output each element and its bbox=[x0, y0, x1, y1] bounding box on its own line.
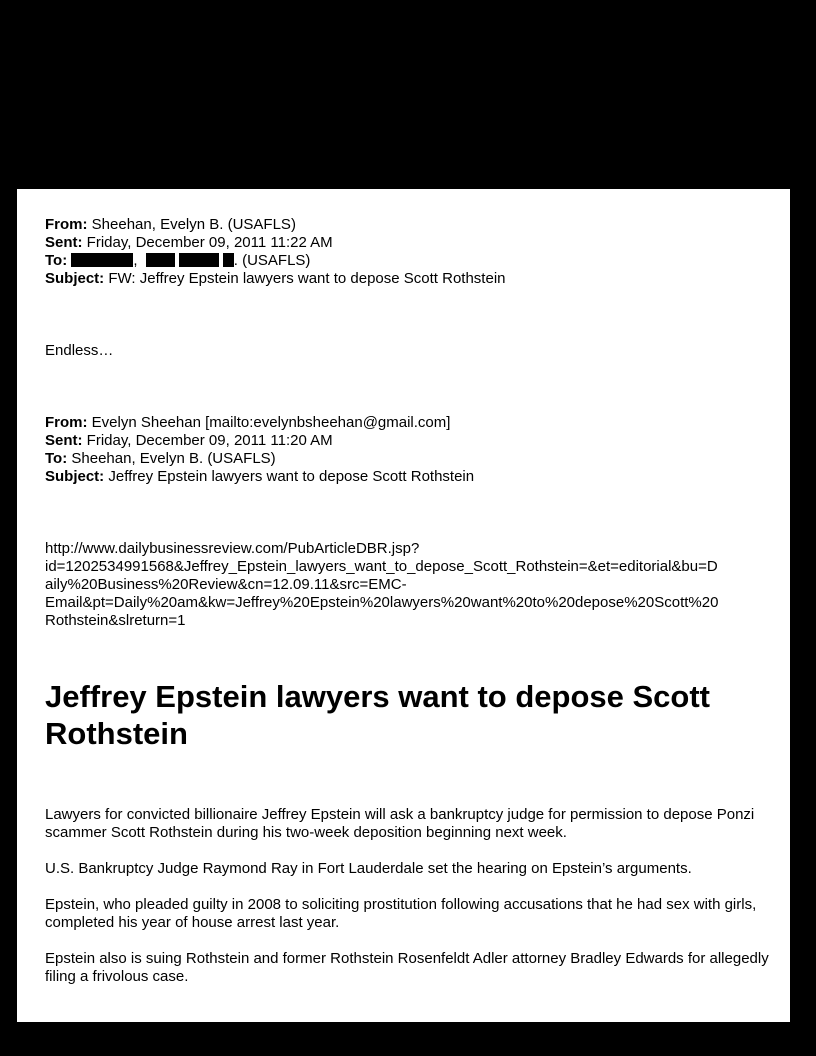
sent-value: Friday, December 09, 2011 11:20 AM bbox=[86, 432, 333, 449]
article-paragraph: Lawyers for convicted billionaire Jeffrey Epstein will ask a bankruptcy judge for permission to depose Ponzi scammer Scott Rothstein during his two-week deposition beginning next week. bbox=[45, 806, 755, 841]
sent-value: Friday, December 09, 2011 11:22 AM bbox=[86, 234, 333, 251]
to-label: To: bbox=[45, 252, 68, 269]
url-line: Rothstein&slreturn=1 bbox=[45, 612, 186, 629]
to-line bbox=[45, 450, 770, 468]
to-label: To: bbox=[45, 450, 68, 467]
sent-label: Sent: bbox=[45, 234, 83, 251]
sent-label: Sent: bbox=[45, 432, 83, 449]
to-suffix: . (USAFLS) bbox=[233, 252, 311, 269]
article-headline: Jeffrey Epstein lawyers want to depose Scott Rothstein bbox=[45, 679, 710, 751]
subject-line bbox=[45, 468, 770, 486]
email-header-forward bbox=[45, 216, 770, 288]
from-label: From: bbox=[45, 216, 88, 233]
article-url bbox=[45, 540, 767, 630]
from-value: Evelyn Sheehan [mailto:evelynbsheehan@gmail.com] bbox=[91, 414, 451, 431]
subject-value: Jeffrey Epstein lawyers want to depose Scott Rothstein bbox=[108, 468, 475, 485]
body-note: Endless… bbox=[45, 342, 114, 359]
redaction-box bbox=[146, 253, 175, 267]
subject-label: Subject: bbox=[45, 270, 105, 287]
redaction-box bbox=[179, 253, 219, 267]
email-header-original bbox=[45, 414, 770, 486]
document-content bbox=[45, 216, 770, 986]
from-value: Sheehan, Evelyn B. (USAFLS) bbox=[91, 216, 296, 233]
redaction-box bbox=[223, 253, 234, 267]
from-line bbox=[45, 414, 770, 432]
sent-line bbox=[45, 432, 770, 450]
from-line bbox=[45, 216, 770, 234]
article-paragraph: Epstein also is suing Rothstein and former Rothstein Rosenfeldt Adler attorney Bradley Edwards for allegedly filing a frivolous case. bbox=[45, 950, 769, 985]
url-line: http://www.dailybusinessreview.com/PubArticleDBR.jsp? bbox=[45, 540, 420, 557]
article-paragraph: U.S. Bankruptcy Judge Raymond Ray in Fort Lauderdale set the hearing on Epstein’s arguments. bbox=[45, 860, 692, 877]
article-paragraph: Epstein, who pleaded guilty in 2008 to soliciting prostitution following accusations that he had sex with girls, completed his year of house arrest last year. bbox=[45, 896, 757, 931]
redaction-box bbox=[71, 253, 133, 267]
from-label: From: bbox=[45, 414, 88, 431]
sent-line bbox=[45, 234, 770, 252]
url-line: id=1202534991568&Jeffrey_Epstein_lawyers_want_to_depose_Scott_Rothstein=&et=editorial&bu=D bbox=[45, 558, 718, 575]
subject-line bbox=[45, 270, 770, 288]
url-line: aily%20Business%20Review&cn=12.09.11&src=EMC- bbox=[45, 576, 407, 593]
document-page bbox=[17, 189, 790, 1022]
to-value: Sheehan, Evelyn B. (USAFLS) bbox=[71, 450, 276, 467]
to-line: To: , . (USAFLS) bbox=[45, 252, 311, 269]
subject-value: FW: Jeffrey Epstein lawyers want to depose Scott Rothstein bbox=[108, 270, 506, 287]
subject-label: Subject: bbox=[45, 468, 105, 485]
url-line: Email&pt=Daily%20am&kw=Jeffrey%20Epstein%20lawyers%20want%20to%20depose%20Scott%20 bbox=[45, 594, 719, 611]
